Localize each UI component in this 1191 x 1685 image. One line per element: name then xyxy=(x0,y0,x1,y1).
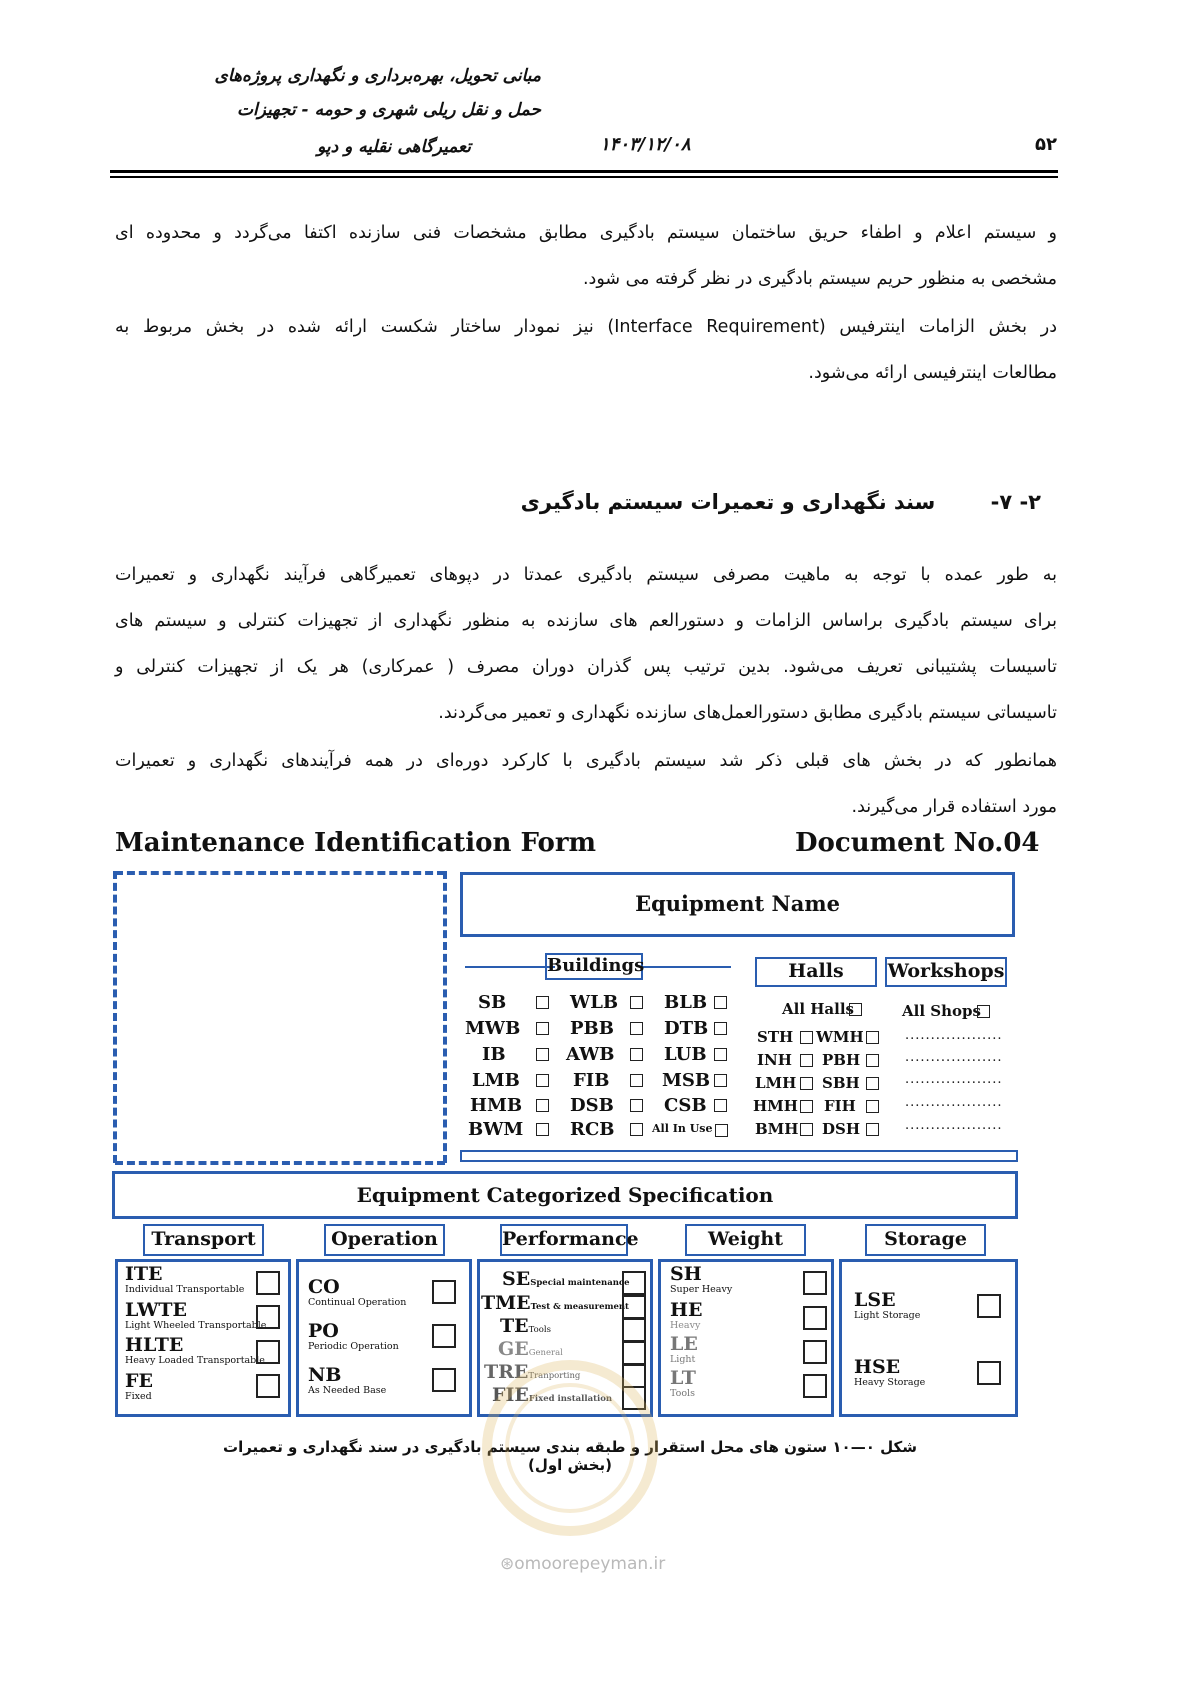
category-transport-head: Transport xyxy=(143,1224,264,1256)
category-item: LE Light xyxy=(670,1333,698,1365)
building-checkbox[interactable] xyxy=(714,1022,727,1035)
category-item: LWTE Light Wheeled Transportable xyxy=(125,1299,267,1331)
category-item: FIEFixed installation xyxy=(492,1384,613,1406)
watermark-icon: ⊛ xyxy=(500,1554,515,1574)
paragraph-line: همانطور که در بخش های قبلی ذکر شد سیستم بادگیری با کارکرد دوره‌ای در همه فرآیندهای نگهداری و تعمیرات xyxy=(115,751,1057,771)
equipment-name-box xyxy=(460,872,1015,937)
category-checkbox[interactable] xyxy=(256,1271,280,1295)
category-checkbox[interactable] xyxy=(803,1374,827,1398)
building-code: All In Use xyxy=(652,1122,713,1135)
halls-all-label: All Halls xyxy=(782,1000,854,1018)
category-item: LSE Light Storage xyxy=(854,1289,921,1321)
building-code: CSB xyxy=(664,1095,707,1116)
paragraph-line: تاسیساتی سیستم بادگیری مطابق دستورالعمل‌های سازنده نگهداری و تعمیر می‌گردند. xyxy=(438,703,1057,723)
figure-caption: شکل ۰—۱۰ ستون های محل استقرار و طبقه بندی سیستم بادگیری در سند نگهداری و تعمیرات (بخش اول) xyxy=(223,1438,917,1474)
hall-checkbox[interactable] xyxy=(800,1077,813,1090)
category-performance-head: Performance xyxy=(500,1224,628,1256)
hall-code: FIH xyxy=(824,1097,856,1115)
category-checkbox[interactable] xyxy=(432,1324,456,1348)
category-item: FE Fixed xyxy=(125,1370,153,1402)
category-checkbox[interactable] xyxy=(256,1340,280,1364)
workshop-blank[interactable]: ................... xyxy=(905,1072,1003,1087)
paragraph-3 xyxy=(115,552,1057,736)
category-item: GEGeneral xyxy=(498,1338,563,1360)
halls-label: Halls xyxy=(788,960,844,982)
paragraph-line: مورد استفاده قرار می‌گیرند. xyxy=(851,797,1057,817)
workshop-blank[interactable]: ................... xyxy=(905,1118,1003,1133)
building-checkbox[interactable] xyxy=(630,1048,643,1061)
building-code: DSB xyxy=(570,1095,614,1116)
category-item: SESpecial maintenance xyxy=(502,1268,630,1290)
category-item: SH Super Heavy xyxy=(670,1263,733,1295)
building-checkbox[interactable] xyxy=(630,1099,643,1112)
buildings-label-box xyxy=(545,953,643,980)
building-code: FIB xyxy=(573,1070,610,1091)
hall-checkbox[interactable] xyxy=(866,1054,879,1067)
hall-code: WMH xyxy=(816,1028,864,1046)
category-item: TMETest & measurement xyxy=(481,1292,629,1314)
building-checkbox[interactable] xyxy=(536,1022,549,1035)
paragraph-line: تاسیسات پشتیبانی تعریف می‌شود. بدین ترتیب پس گذران دوران مصرف ( عمرکاری) هر یک از تجهیزات کنترلی و xyxy=(115,657,1057,677)
category-checkbox[interactable] xyxy=(622,1295,646,1319)
header-date: ۱۴۰۳/۱۲/۰۸ xyxy=(600,134,691,155)
category-checkbox[interactable] xyxy=(256,1305,280,1329)
category-checkbox[interactable] xyxy=(432,1280,456,1304)
buildings-rule-right xyxy=(643,966,731,968)
hall-checkbox[interactable] xyxy=(800,1100,813,1113)
hall-checkbox[interactable] xyxy=(866,1100,879,1113)
category-item: NB As Needed Base xyxy=(308,1364,387,1396)
watermark: ⊛omoorepeyman.ir xyxy=(500,1554,666,1574)
header-title-line3: تعمیرگاهی نقلیه و دپو xyxy=(317,137,471,157)
hall-code: HMH xyxy=(753,1097,798,1115)
paragraph-2 xyxy=(115,304,1057,396)
category-title: Equipment Categorized Specification xyxy=(356,1183,774,1207)
workshop-blank[interactable]: ................... xyxy=(905,1095,1003,1110)
paragraph-4 xyxy=(115,738,1057,830)
hall-checkbox[interactable] xyxy=(800,1031,813,1044)
halls-all-checkbox[interactable] xyxy=(849,1003,862,1016)
category-title-box xyxy=(112,1171,1018,1219)
category-checkbox[interactable] xyxy=(977,1294,1001,1318)
building-code: HMB xyxy=(470,1095,523,1116)
category-item: PO Periodic Operation xyxy=(308,1320,399,1352)
building-checkbox[interactable] xyxy=(714,996,727,1009)
paragraph-line: برای سیستم بادگیری براساس الزامات و دستورالعم های سازنده به منظور نگهداری از تجهیزات کنترلی و سیستم های xyxy=(115,611,1057,631)
building-code: IB xyxy=(482,1044,506,1065)
building-code: MWB xyxy=(465,1018,521,1039)
building-checkbox[interactable] xyxy=(714,1099,727,1112)
building-code: SB xyxy=(478,992,507,1013)
hall-code: SBH xyxy=(822,1074,860,1092)
category-operation-head: Operation xyxy=(324,1224,445,1256)
building-code: MSB xyxy=(662,1070,711,1091)
building-checkbox[interactable] xyxy=(536,996,549,1009)
building-code: RCB xyxy=(570,1119,615,1140)
category-checkbox[interactable] xyxy=(622,1318,646,1342)
hall-code: INH xyxy=(757,1051,792,1069)
building-checkbox[interactable] xyxy=(715,1124,728,1137)
hall-code: PBH xyxy=(822,1051,861,1069)
header-title-line1: مبانی تحویل، بهره‌برداری و نگهداری پروژه‌های xyxy=(214,66,541,86)
section-title: سند نگهداری و تعمیرات سیستم بادگیری xyxy=(520,490,936,514)
workshops-label: Workshops xyxy=(887,960,1005,982)
building-checkbox[interactable] xyxy=(630,996,643,1009)
category-storage-head: Storage xyxy=(865,1224,986,1256)
building-code: LUB xyxy=(664,1044,707,1065)
header-rule xyxy=(110,170,1058,173)
paragraph-line: به طور عمده با توجه به ماهیت مصرفی سیستم بادگیری عمدتا در دپوهای تعمیرگاهی فرآیند نگهداری و تعمیرات xyxy=(115,565,1057,585)
workshops-all-checkbox[interactable] xyxy=(977,1005,990,1018)
hall-checkbox[interactable] xyxy=(866,1077,879,1090)
category-item: HSE Heavy Storage xyxy=(854,1356,926,1388)
buildings-rule-left xyxy=(465,966,555,968)
building-checkbox[interactable] xyxy=(714,1074,727,1087)
hall-code: DSH xyxy=(822,1120,861,1138)
paragraph-line: مطالعات اینترفیسی ارائه می‌شود. xyxy=(808,363,1057,383)
header-title-line2: حمل و نقل ریلی شهری و حومه - تجهیزات xyxy=(236,100,541,120)
location-bottom-bar xyxy=(460,1150,1018,1162)
category-storage-box xyxy=(839,1259,1018,1417)
building-checkbox[interactable] xyxy=(536,1048,549,1061)
hall-code: LMH xyxy=(755,1074,797,1092)
workshop-blank[interactable]: ................... xyxy=(905,1028,1003,1043)
category-item: TRETranporting xyxy=(484,1361,581,1383)
workshops-label-box xyxy=(885,957,1007,987)
paragraph-line: و سیستم اعلام و اطفاء حریق ساختمان سیستم بادگیری مطابق مشخصات فنی سازنده اکتفا می‌گردد و محدوده ای xyxy=(115,223,1057,243)
paragraph-1 xyxy=(115,210,1057,302)
halls-label-box xyxy=(755,957,877,987)
building-code: AWB xyxy=(566,1044,615,1065)
building-checkbox[interactable] xyxy=(630,1074,643,1087)
paragraph-line: مشخصی به منظور حریم سیستم بادگیری در نظر گرفته می شود. xyxy=(582,269,1057,289)
category-item: CO Continual Operation xyxy=(308,1276,407,1308)
hall-checkbox[interactable] xyxy=(866,1123,879,1136)
category-checkbox[interactable] xyxy=(622,1341,646,1365)
hall-checkbox[interactable] xyxy=(866,1031,879,1044)
building-checkbox[interactable] xyxy=(536,1074,549,1087)
category-checkbox[interactable] xyxy=(803,1271,827,1295)
building-code: WLB xyxy=(570,992,619,1013)
category-item: HLTE Heavy Loaded Transportable xyxy=(125,1334,265,1366)
hall-checkbox[interactable] xyxy=(800,1054,813,1067)
form-doc-number: Document No.04 xyxy=(795,828,1040,858)
building-code: LMB xyxy=(472,1070,520,1091)
category-checkbox[interactable] xyxy=(803,1306,827,1330)
building-code: BLB xyxy=(664,992,708,1013)
building-checkbox[interactable] xyxy=(630,1123,643,1136)
building-code: DTB xyxy=(664,1018,709,1039)
building-checkbox[interactable] xyxy=(630,1022,643,1035)
hall-code: BMH xyxy=(755,1120,799,1138)
category-checkbox[interactable] xyxy=(256,1374,280,1398)
paragraph-line: در بخش الزامات اینترفیس (Interface Requirement) نیز نمودار ساختار شکست ارائه شده در بخش مربوط به xyxy=(115,317,1057,337)
building-code: BWM xyxy=(468,1119,524,1140)
category-item: HE Heavy xyxy=(670,1299,703,1331)
header-rule-thin xyxy=(110,176,1058,178)
workshops-all-label: All Shops xyxy=(902,1002,981,1020)
building-checkbox[interactable] xyxy=(536,1123,549,1136)
category-checkbox[interactable] xyxy=(622,1271,646,1295)
building-checkbox[interactable] xyxy=(536,1099,549,1112)
category-item: TETools xyxy=(500,1315,551,1337)
equipment-name-label: Equipment Name xyxy=(635,891,840,916)
page-number: ۵۲ xyxy=(1035,134,1057,155)
hall-code: STH xyxy=(757,1028,794,1046)
category-checkbox[interactable] xyxy=(432,1368,456,1392)
category-checkbox[interactable] xyxy=(803,1340,827,1364)
category-item: ITE Individual Transportable xyxy=(125,1263,245,1295)
building-code: PBB xyxy=(570,1018,614,1039)
hall-checkbox[interactable] xyxy=(800,1123,813,1136)
section-heading xyxy=(521,490,1041,514)
section-number: ۲- ۷- xyxy=(990,490,1041,514)
form-title: Maintenance Identification Form xyxy=(115,828,597,858)
building-checkbox[interactable] xyxy=(714,1048,727,1061)
stamp-seal-inner xyxy=(505,1383,635,1513)
category-item: LT Tools xyxy=(670,1367,696,1399)
category-weight-head: Weight xyxy=(685,1224,806,1256)
workshop-blank[interactable]: ................... xyxy=(905,1050,1003,1065)
category-checkbox[interactable] xyxy=(977,1361,1001,1385)
buildings-label: Buildings xyxy=(547,955,645,976)
